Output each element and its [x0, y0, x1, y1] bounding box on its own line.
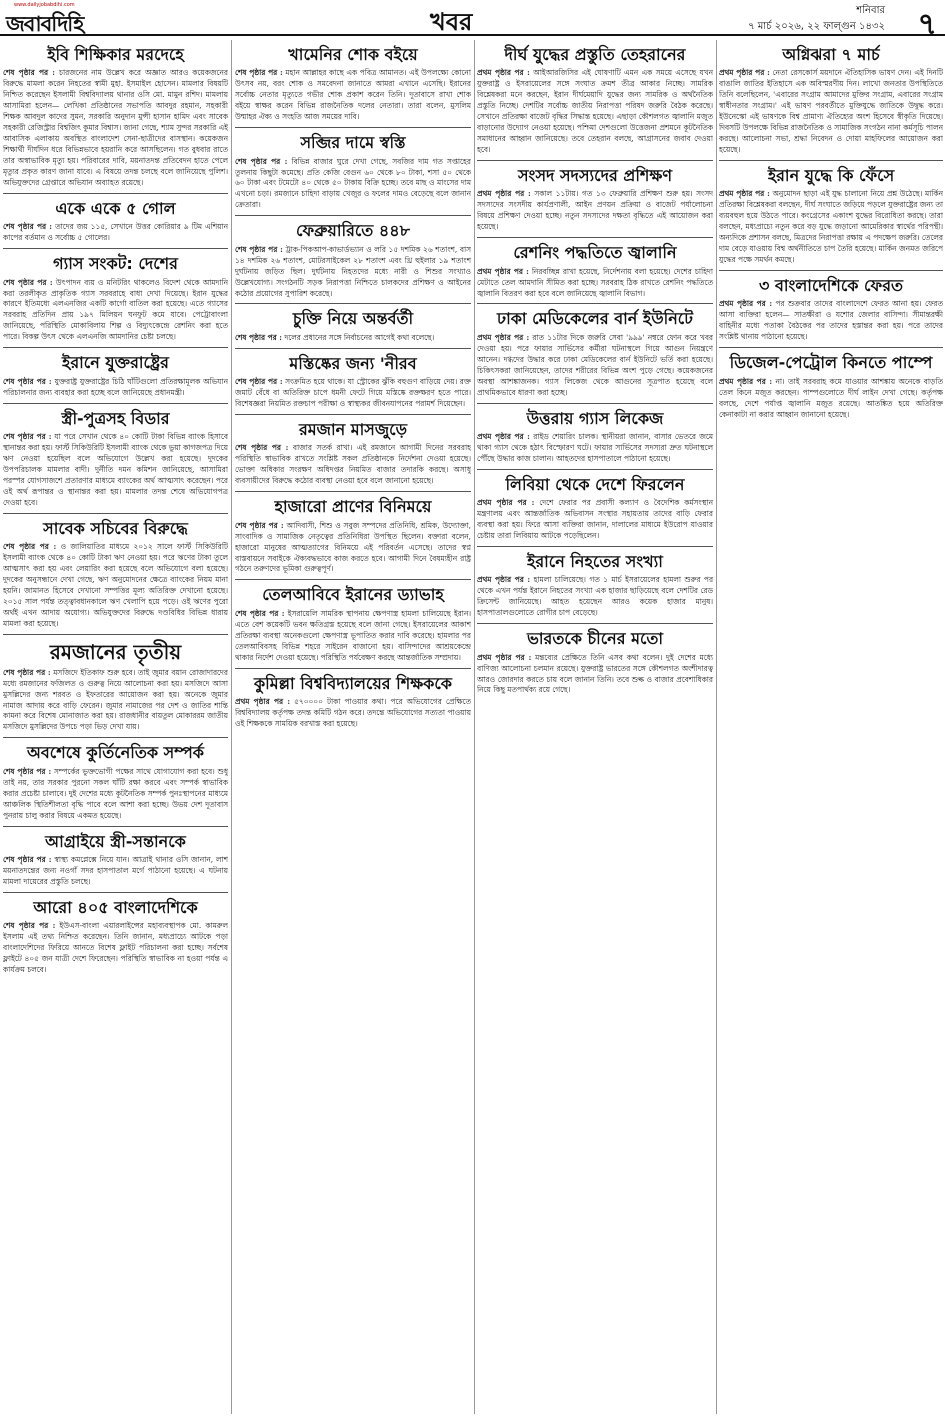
article-body: [477, 267, 713, 300]
news-article[interactable]: [235, 580, 471, 668]
logo-text: জবাবদিহি: [6, 12, 84, 36]
news-article[interactable]: [477, 40, 713, 161]
article-body: [235, 333, 471, 344]
news-article[interactable]: [477, 624, 713, 700]
article-text: আদিবাসী, শিশু ও সবুজ সম্পদের প্রতিনিধি, শ্রমিক, উদ্যোক্তা, সাংবাদিক ও সামাজিক নেতৃত্বের প্রতিনিধিরা উপস্থিত ছিলেন। বক্তারা বলেন, হাজারো মানুষের আত্মত্যাগের বিনিময়ে এই পরিবর্তন এসেছে। তাদের স্বপ্ন বাস্তবায়নে সবাইকে ঐক্যবদ্ধভাবে কাজ করতে হবে। আগামী দিনে বৈষম্যহীন রাষ্ট্র গঠনে তরুণদের ভূমিকা গুরুত্বপূর্ণ।: [235, 520, 471, 574]
article-headline[interactable]: অবশেষে কুর্তিনেতিক সম্পর্ক: [27, 743, 204, 763]
column-4: [719, 40, 943, 1414]
news-article[interactable]: [235, 40, 471, 128]
column-divider: [474, 40, 475, 1414]
article-body: [477, 68, 713, 156]
article-headline[interactable]: সংসদ সদস্যদের প্রশিক্ষণ: [517, 166, 673, 186]
article-body: [3, 432, 228, 509]
article-text: স্বাস্থ্য কমপ্লেক্সে নিয়ে যান। আত্রাই থানার ওসি জানান, লাশ ময়নাতদন্তের জন্য নওগাঁ সদর হাসপাতাল মর্গে পাঠানো হয়েছে। এ ঘটনায় মামলা দায়েরের প্রস্তুতি চলছে।: [3, 854, 228, 886]
article-text: মহান আল্লাহর কাছে এক পবিত্র আমানত। এই উপলক্ষ্যে কোনো উৎসব নয়, বরং শোক ও সমবেদনা জানাতে আমরা এখানে এসেছি। ইরানের সর্বোচ্চ নেতার মৃত্যুতে গভীর শোক প্রকাশ করেন তিনি। দূতাবাসে রাখা শোক বইয়ে স্বাক্ষর করেন বিভিন্ন রাজনৈতিক দলের নেতারা। তারা বলেন, মুসলিম উম্মাহর ঐক্য ও সংহতি আজ সময়ের দাবি।: [235, 68, 471, 122]
column-divider: [231, 40, 232, 1414]
continuation-label: প্রথম পৃষ্ঠার পর :: [477, 431, 530, 441]
article-headline[interactable]: ৩ বাংলাদেশিকে ফেরত: [758, 276, 904, 296]
news-article[interactable]: [3, 893, 228, 980]
continuation-label: প্রথম পৃষ্ঠার পর :: [477, 68, 530, 78]
article-headline[interactable]: রমজান মাসজুড়ে: [298, 420, 408, 440]
news-article[interactable]: [3, 738, 228, 826]
article-text: সম্পর্কের ভুক্তভোগী পক্ষের সাথে যোগাযোগ করা হবে। শুধু তাই নয়, তার সরকার পুরনো সকল ঘাঁটি রক্ষা করবে এবং সম্পর্ক স্বাভাবিক করার প্রচেষ্টা চালাবে। দুই দেশের মধ্যে কূটনৈতিক সম্পর্ক পুনঃস্থাপনের মাধ্যমে আঞ্চলিক স্থিতিশীলতা বৃদ্ধি পাবে বলে আশা করা হচ্ছে। উভয় দেশ দূতাবাস পুনরায় চালু করার বিষয়ে একমত হয়েছে।: [3, 766, 228, 820]
news-article[interactable]: [3, 827, 228, 893]
article-headline[interactable]: ভারতকে চীনের মতো: [526, 629, 664, 649]
continuation-label: শেষ পৃষ্ঠার পর :: [235, 244, 283, 254]
article-body: [3, 278, 228, 344]
article-text: অনুমোদন ছাড়া এই যুদ্ধ চালানো নিয়ে প্রশ্ন উঠেছে। মার্কিন প্রতিরক্ষা বিশ্লেষকরা বলছেন, দীর্ঘ সংঘাতে জড়িয়ে পড়লে যুক্তরাষ্ট্রের জন্য তা ব্যয়বহুল হয়ে উঠতে পারে। কংগ্রেসের একাংশ যুদ্ধের বিরোধিতা করছে। তারা বলছেন, মধ্যপ্রাচ্যে নতুন করে বড় যুদ্ধে জড়ানো আমেরিকার স্বার্থের পরিপন্থী। অন্যদিকে প্রশাসন বলছে, মিত্রদের নিরাপত্তা রক্ষায় এ পদক্ষেপ জরুরি। তেলের দাম বেড়ে যাওয়ায় বিশ্ব অর্থনীতিতে চাপ তৈরি হয়েছে। মার্কিন জনমত জরিপে যুদ্ধের পক্ষে সমর্থন কমছে।: [719, 189, 943, 265]
continuation-label: প্রথম পৃষ্ঠার পর :: [477, 575, 531, 585]
article-text: নেতা রেসকোর্স ময়দানে ঐতিহাসিক ভাষণ দেন। এই দিনটি বাঙালি জাতির ইতিহাসে এক অবিস্মরণীয় দিন। লাখো জনতার উপস্থিতিতে তিনি বলেছিলেন, 'এবারের সংগ্রাম আমাদের মুক্তির সংগ্রাম, এবারের সংগ্রাম স্বাধীনতার সংগ্রাম।' এই ভাষণ পরবর্তীতে মুক্তিযুদ্ধে জাতিকে উদ্বুদ্ধ করে। ইউনেস্কো এই ভাষণকে বিশ্ব প্রামাণ্য ঐতিহ্যের অংশ হিসেবে স্বীকৃতি দিয়েছে। দিবসটি উপলক্ষে বিভিন্ন রাজনৈতিক ও সামাজিক সংগঠন নানা কর্মসূচি পালন করছে। আলোচনা সভা, শ্রদ্ধা নিবেদন ও দোয়া মাহফিলের আয়োজন করা হয়েছে।: [719, 68, 943, 155]
article-text: সকাল ১১টায়। গত ১৩ ফেব্রুয়ারি প্রশিক্ষণ শুরু হয়। সংসদ সদস্যদের সংসদীয় কার্যপ্রণালী, আইন প্রণয়ন প্রক্রিয়া ও বাজেট পর্যালোচনা বিষয়ে প্রশিক্ষণ দেওয়া হচ্ছে। নতুন সদস্যদের দক্ষতা বৃদ্ধিতে এই আয়োজন করা হয়েছে।: [477, 189, 713, 232]
article-body: [719, 377, 943, 421]
article-text: রাত ১১টার দিকে জরুরি সেবা '৯৯৯' নম্বরে ফোন করে খবর দেওয়া হয়। পরে ফায়ার সার্ভিসের কর্মীরা ঘটনাস্থলে গিয়ে আগুন নিয়ন্ত্রণে আনেন। দগ্ধদের উদ্ধার করে ঢাকা মেডিকেলের বার্ন ইউনিটে ভর্তি করা হয়েছে। চিকিৎসকরা জানিয়েছেন, তাদের শরীরের বিভিন্ন অংশ পুড়ে গেছে। কয়েকজনের অবস্থা আশঙ্কাজনক। গ্যাস লিকেজ থেকে আগুনের সূত্রপাত হয়েছে বলে প্রাথমিকভাবে ধারণা করা হচ্ছে।: [477, 332, 713, 397]
news-article[interactable]: [235, 216, 471, 304]
article-text: যুক্তরাষ্ট্র যুক্তরাষ্ট্রের চিঠি ঘাঁটিগুলো প্রতিরক্ষামূলক অভিযান পরিচালনার জন্য ব্যবহার করা হচ্ছে বলে জানিয়েছে প্রধানমন্ত্রী।: [3, 376, 228, 397]
news-article[interactable]: [477, 404, 713, 470]
news-article[interactable]: [235, 669, 471, 734]
news-article[interactable]: [235, 128, 471, 216]
section-title: খবর: [430, 8, 473, 36]
article-text: মন্তব্যের প্রেক্ষিতে তিনি এসব কথা বলেন। দুই দেশের মধ্যে বাণিজ্য আলোচনা চলমান রয়েছে। যুক্তরাষ্ট্র ভারতের সঙ্গে কৌশলগত অংশীদারত্ব আরও জোরদার করতে চায় বলে জানান তিনি। তবে শুল্ক ও বাজার প্রবেশাধিকার নিয়ে কিছু মতপার্থক্য রয়ে গেছে।: [477, 652, 713, 695]
article-body: [3, 855, 228, 888]
article-body: [719, 68, 943, 156]
continuation-label: শেষ পৃষ্ঠার পর :: [235, 156, 288, 166]
news-article[interactable]: [477, 238, 713, 304]
article-body: [235, 443, 471, 487]
page-number: ৭: [917, 7, 937, 42]
article-headline[interactable]: রমজানের তৃতীয়: [49, 639, 182, 664]
article-headline[interactable]: রেশনিং পদ্ধতিতে জ্বালানি: [513, 243, 677, 263]
continuation-label: প্রথম পৃষ্ঠার পর :: [477, 189, 531, 199]
article-body: [477, 432, 713, 465]
column-1: [3, 40, 228, 1414]
news-article[interactable]: [477, 547, 713, 624]
article-headline[interactable]: ইরান যুদ্ধে কি ফেঁসে: [767, 166, 895, 186]
article-body: [235, 697, 471, 730]
article-headline[interactable]: চুক্তি নিয়ে অন্তর্বর্তী: [292, 309, 414, 329]
article-text: দলের প্রধানের সঙ্গে নির্বাচনের আগেই কথা বলেছে।: [284, 332, 435, 342]
news-article[interactable]: [3, 635, 228, 739]
masthead: [0, 0, 945, 42]
issue-day: শনিবার: [856, 5, 885, 16]
news-article[interactable]: [3, 194, 228, 249]
news-article[interactable]: [719, 161, 943, 271]
continuation-label: প্রথম পৃষ্ঠার পর :: [235, 696, 291, 706]
column-3: [477, 40, 713, 1414]
article-body: [3, 222, 228, 244]
article-body: [235, 157, 471, 212]
article-text: ও জালিয়াতির মাধ্যমে ২০১২ সালে ফার্স্ট সিকিউরিটি ইসলামী ব্যাংক থেকে ৪০ কোটি টাকা ঋণ নেওয়া হয়। পরে ঋণের টাকা তুলে আত্মসাৎ করা হয় এবং লেয়ারিং করা হয়েছে বলে অভিযোগে বলা হয়েছে। দুদকের অনুসন্ধানে দেখা গেছে, ঋণ অনুমোদনের ক্ষেত্রে ব্যাংকের নিয়ম মানা হয়নি। জামানত হিসেবে দেখানো সম্পত্তির মূল্য অতিরিক্ত দেখানো হয়েছে। ২০১৫ সাল পর্যন্ত তত্ত্বাবধানকালে ঋণ খেলাপি হয়ে পড়ে। ওই ঋণের পুরো অর্থই এখন আদায় অযোগ্য। অভিযুক্তদের বিরুদ্ধে দণ্ডবিধির বিভিন্ন ধারায় মামলা করা হয়েছে।: [3, 542, 228, 628]
continuation-label: শেষ পৃষ্ঠার পর :: [235, 608, 285, 618]
article-text: উৎপাদন ব্যয় ও মনিটরিং থাকলেও বিদেশ থেকে আমদানি করা তরলীকৃত প্রাকৃতিক গ্যাস সরবরাহে বাধা দেখা দিয়েছে। ইরান যুদ্ধের কারণে ইতিমধ্যে এলএনজির একটি কার্গো বাতিল করা হয়েছে। এতে গ্যাসের সরবরাহ প্রতিদিন প্রায় ১৯৭ মিলিয়ন ঘনফুট কমে যাবে। পেট্রোবাংলা জানিয়েছে, পরিস্থিতি মোকাবিলায় শিল্প ও বিদ্যুৎকেন্দ্রে রেশনিং করা হতে পারে। বিকল্প উৎস থেকে এলএনজি আমদানির চেষ্টা চলছে।: [3, 277, 228, 342]
continuation-label: শেষ পৃষ্ঠার পর :: [3, 431, 52, 441]
article-text: মসজিদে ইতিকাফ শুরু হবে। তাই জুমার বয়ান রোজাদারদের মধ্যে রমজানের ফজিলত ও গুরুত্ব নিয়ে আলোচনা করা হয়। মসজিদে আসা মুসল্লিদের জন্য শরবত ও ইফতারের আয়োজন করা হয়। অনেকে জুমার নামাজ আদায় করে বাড়ি ফেরেন। জুমার নামাজের পর দেশ ও জাতির শান্তি কামনা করে বিশেষ মোনাজাত করা হয়। রাজধানীর বায়তুল মোকাররম জাতীয় মসজিদে মুসল্লিদের উপচে পড়া ভিড় দেখা যায়।: [3, 667, 228, 732]
article-text: নিরবচ্ছিন্ন রাখা হয়েছে, নির্দেশনায় বলা হয়েছে। দেশের চাহিদা মেটাতে তেল আমদানি সীমিত করা হচ্ছে। সরবরাহ ঠিক রাখতে রেশনিং পদ্ধতিতে জ্বালানি বিতরণ করা হবে বলে জানিয়েছে জ্বালানি বিভাগ।: [477, 266, 713, 298]
article-headline[interactable]: তেলআবিবে ইরানের ড্যাভাহ: [262, 585, 444, 605]
article-text: ৫৭০০০০ টাকা পাওয়ার কথা। পরে অভিযোগের প্রেক্ষিতে বিশ্ববিদ্যালয় কর্তৃপক্ষ তদন্ত কমিটি গঠন করে। তদন্তে অভিযোগের সত্যতা পাওয়ায় ওই শিক্ষককে সাময়িক বরখাস্ত করা হয়েছে।: [235, 696, 471, 728]
continuation-label: শেষ পৃষ্ঠার পর :: [3, 222, 53, 232]
continuation-label: শেষ পৃষ্ঠার পর :: [3, 667, 51, 677]
article-headline[interactable]: সব্জির দামে স্বস্তি: [300, 133, 406, 153]
article-headline[interactable]: খামেনির শোক বইয়ে: [288, 45, 418, 64]
logo-url: www.dailyjobabdihi.com: [14, 2, 75, 8]
news-article[interactable]: [719, 271, 943, 348]
continuation-label: প্রথম পৃষ্ঠার পর :: [719, 299, 773, 309]
article-headline[interactable]: ইবি শিক্ষিকার মরদেহে: [47, 45, 184, 64]
continuation-label: শেষ পৃষ্ঠার পর :: [3, 766, 52, 776]
continuation-label: শেষ পৃষ্ঠার পর :: [235, 377, 283, 387]
continuation-label: প্রথম পৃষ্ঠার পর :: [719, 189, 770, 199]
news-article[interactable]: [3, 249, 228, 348]
article-headline[interactable]: আগ্রাইয়ে স্ত্রী-সন্তানকে: [45, 831, 186, 851]
continuation-label: প্রথম পৃষ্ঠার পর :: [477, 498, 535, 508]
article-text: পর শুক্রবার তাদের বাংলাদেশে ফেরত আনা হয়। ফেরত আসা ব্যক্তিরা হলেন— সাতক্ষীরা ও যশোর জেলার বাসিন্দা। সীমান্তরক্ষী বাহিনীর মধ্যে পতাকা বৈঠকের পর তাদের হস্তান্তর করা হয়। পরে তাদের সংশ্লিষ্ট থানায় পাঠানো হয়েছে।: [719, 299, 943, 342]
article-body: [3, 921, 228, 976]
news-article[interactable]: [3, 40, 228, 194]
continuation-label: শেষ পৃষ্ঠার পর :: [3, 277, 53, 287]
continuation-label: শেষ পৃষ্ঠার পর :: [3, 376, 52, 386]
continuation-label: শেষ পৃষ্ঠার পর :: [235, 68, 283, 78]
article-body: [719, 189, 943, 266]
article-body: [235, 245, 471, 300]
article-headline[interactable]: মস্তিষ্কের জন্য 'নীরব: [289, 353, 417, 373]
news-article[interactable]: [235, 349, 471, 415]
article-body: [235, 609, 471, 664]
article-headline[interactable]: স্ত্রী-পুত্রসহ বিডার: [61, 408, 170, 428]
article-body: [477, 575, 713, 619]
news-article[interactable]: [235, 492, 471, 580]
continuation-label: প্রথম পৃষ্ঠার পর :: [477, 332, 530, 342]
article-text: ট্রাক-পিকআপ-কাভার্ডভ্যান ও লরি ১৫ দশমিক ২৬ শতাংশ, বাস ১৪ দশমিক ২৬ শতাংশ, মোটরসাইকেল ২৮ শতাংশ এবং থ্রি হুইলার ১৯ শতাংশ দুর্ঘটনায় জড়িত ছিল। দুর্ঘটনায় নিহতদের মধ্যে নারী ও শিশুর সংখ্যাও উল্লেখযোগ্য। সংগঠনটি সড়ক নিরাপত্তা নিশ্চিতে চালকদের প্রশিক্ষণ ও আইনের কঠোর প্রয়োগের সুপারিশ করেছে।: [235, 244, 471, 298]
article-body: [3, 767, 228, 822]
article-headline[interactable]: সাবেক সচিবের বিরুদ্ধে: [43, 518, 188, 538]
continuation-label: শেষ পৃষ্ঠার পর :: [3, 854, 52, 864]
continuation-label: প্রথম পৃষ্ঠার পর :: [719, 68, 770, 78]
news-article[interactable]: [235, 304, 471, 348]
article-headline[interactable]: ইরানে যুক্তরাষ্ট্রের: [62, 353, 169, 373]
news-article[interactable]: [719, 348, 943, 424]
article-headline[interactable]: আরো ৪০৫ বাংলাদেশিকে: [33, 897, 198, 917]
continuation-label: প্রথম পৃষ্ঠার পর :: [477, 652, 532, 662]
article-text: তাদের জয় ১১৫, সেখানে উত্তর কোরিয়ার ৯ টিম এশিয়ান কাপের বর্তমান ও সর্বোচ্চ ৫ গোলের।: [3, 222, 228, 243]
article-body: [235, 377, 471, 410]
article-body: [719, 299, 943, 343]
news-article[interactable]: [235, 415, 471, 492]
article-text: যা পরে সেখান থেকে ৪০ কোটি টাকা বিভিন্ন ব্যাংক হিসাবে স্থানান্তর করা হয়। ফার্স্ট সিকিউরিটি ইসলামী ব্যাংক থেকে ভুয়া কাগজপত্র দিয়ে ঋণ নেওয়া হয়েছিল বলে অভিযোগে উল্লেখ করা হয়েছে। দুদকের উপপরিচালক মামলার বাদী। দুর্নীতি দমন কমিশন জানিয়েছে, আসামিরা পরস্পর যোগসাজশে প্রতারণার মাধ্যমে ব্যাংকের অর্থ আত্মসাৎ করেছেন। পরে ওই অর্থ রূপান্তর ও স্থানান্তর করা হয়। মামলার তদন্ত শেষে অভিযোগপত্র দেওয়া হবে।: [3, 431, 228, 507]
article-body: [3, 377, 228, 399]
column-2: [235, 40, 471, 1414]
continuation-label: শেষ পৃষ্ঠার পর :: [235, 520, 284, 530]
article-headline[interactable]: ঢাকা মেডিকেলের বার্ন ইউনিটে: [497, 309, 693, 329]
article-text: ইউএস-বাংলা এয়ারলাইন্সের মহাব্যবস্থাপক মো. কামরুল ইসলাম এই তথ্য নিশ্চিত করেছেন। তিনি জানান, মধ্যপ্রাচ্যে আটকে পড়া বাংলাদেশিদের ফিরিয়ে আনতে বিশেষ ফ্লাইট পরিচালনা করা হচ্ছে। সর্বশেষ ফ্লাইটে ৪০৫ জন যাত্রী দেশে ফিরেছেন। পরিস্থিতি স্বাভাবিক না হওয়া পর্যন্ত এ কার্যক্রম চলবে।: [3, 921, 228, 974]
continuation-label: শেষ পৃষ্ঠার পর :: [3, 921, 56, 931]
article-text: রাইড শেয়ারিং চালক। স্থানীয়রা জানান, বাসার ভেতরে জমে থাকা গ্যাস থেকে হঠাৎ বিস্ফোরণ ঘটে। ফায়ার সার্ভিসের সদস্যরা দ্রুত ঘটনাস্থলে পৌঁছে উদ্ধার কাজ চালান। আহতদের হাসপাতালে পাঠানো হয়েছে।: [477, 431, 713, 463]
article-headline[interactable]: একে একে ৫ গোল: [55, 198, 176, 218]
column-divider: [716, 40, 717, 1414]
news-article[interactable]: [719, 40, 943, 161]
news-article[interactable]: [3, 348, 228, 403]
article-headline[interactable]: ডিজেল-পেট্রোল কিনতে পাম্পে: [729, 353, 933, 373]
article-headline[interactable]: গ্যাস সংকট: দেশের: [53, 254, 178, 274]
news-article[interactable]: [477, 470, 713, 547]
article-text: হামলা চালিয়েছে। গত ১ মার্চ ইসরায়েলের হামলা শুরুর পর থেকে এখন পর্যন্ত ইরানে নিহতের সংখ্যা এক হাজার ছাড়িয়েছে বলে দেশটির রেড ক্রিসেন্ট জানিয়েছে। আহত হয়েছেন আরও কয়েক হাজার মানুষ। হাসপাতালগুলোতে রোগীর চাপ বেড়েছে।: [477, 575, 713, 618]
article-headline[interactable]: ইরানে নিহতের সংখ্যা: [527, 552, 663, 572]
article-text: সংক্রমিত হয়ে থাকে। যা স্ট্রোকের ঝুঁকি বহুগুণ বাড়িয়ে দেয়। রক্ত জমাট বেঁধে বা অতিরিক্ত চাপে ধমনী ফেটে গিয়ে মস্তিষ্কে রক্তক্ষরণ হতে পারে। বিশেষজ্ঞরা নিয়মিত রক্তচাপ পরীক্ষা ও স্বাস্থ্যকর জীবনযাপনের পরামর্শ দিয়েছেন।: [235, 377, 471, 409]
article-text: আইআরজিসির এই ঘোষণাটি এমন এক সময়ে এসেছে যখন যুক্তরাষ্ট্র ও ইসরায়েলের সঙ্গে সংঘাত ক্রমশ তীব্র আকার নিচ্ছে। সামরিক বিশ্লেষকরা মনে করছেন, ইরান দীর্ঘমেয়াদি যুদ্ধের জন্য সামরিক ও অর্থনৈতিক প্রস্তুতি নিচ্ছে। দেশটির সর্বোচ্চ জাতীয় নিরাপত্তা পরিষদ জরুরি বৈঠক করেছে। সেখানে প্রতিরক্ষা বাজেট বৃদ্ধির সিদ্ধান্ত হয়েছে। এছাড়া কৌশলগত জ্বালানি মজুত বাড়ানোর উদ্যোগ নেওয়া হয়েছে। পশ্চিমা দেশগুলো উত্তেজনা প্রশমনে কূটনৈতিক সমাধানের আহ্বান জানিয়েছে। তবে তেহরান বলছে, আগ্রাসনের জবাব দেওয়া হবে।: [477, 68, 713, 155]
continuation-label: প্রথম পৃষ্ঠার পর :: [477, 266, 529, 276]
issue-date: ৭ মার্চ ২০২৬, ২২ ফাল্গুন ১৪৩২: [748, 21, 885, 32]
article-headline[interactable]: দীর্ঘ যুদ্ধের প্রস্তুতি তেহরানের: [504, 45, 686, 64]
article-headline[interactable]: ফেব্রুয়ারিতে ৪৪৮: [295, 221, 411, 241]
article-headline[interactable]: লিবিয়া থেকে দেশে ফিরলেন: [505, 474, 685, 494]
news-article[interactable]: [3, 404, 228, 514]
continuation-label: শেষ পৃষ্ঠার পর :: [3, 542, 57, 552]
news-article[interactable]: [477, 304, 713, 403]
continuation-label: প্রথম পৃষ্ঠার পর :: [719, 376, 773, 386]
continuation-label: শেষ পৃষ্ঠার পর :: [235, 332, 283, 342]
article-text: দেশে ফেরার পর প্রবাসী কল্যাণ ও বৈদেশিক কর্মসংস্থান মন্ত্রণালয় এবং আন্তর্জাতিক অভিবাসন সংস্থার সহায়তায় তাদের বাড়ি ফেরার ব্যবস্থা করা হয়। ফিরে আসা ব্যক্তিরা জানান, দালালের মাধ্যমে ইউরোপ যাওয়ার চেষ্টায় তারা লিবিয়ায় আটকে পড়েছিলেন।: [477, 498, 713, 541]
article-body: [477, 498, 713, 542]
continuation-label: শেষ পৃষ্ঠার পর :: [235, 443, 289, 453]
article-body: [3, 68, 228, 188]
article-body: [477, 653, 713, 697]
article-body: [3, 542, 228, 630]
article-text: না। তাই সরবরাহ কমে যাওয়ার আশঙ্কায় অনেকে বাড়তি তেল কিনে মজুত করছেন। পাম্পগুলোতে দীর্ঘ লাইন দেখা গেছে। কর্তৃপক্ষ বলছে, দেশে পর্যাপ্ত জ্বালানি মজুত রয়েছে। আতঙ্কিত হয়ে অতিরিক্ত কেনাকাটা না করার আহ্বান জানানো হয়েছে।: [719, 376, 943, 419]
article-body: [477, 333, 713, 399]
news-article[interactable]: [477, 161, 713, 238]
article-text: চারজনের নাম উল্লেখ করে অজ্ঞাত আরও কয়েকজনের বিরুদ্ধে মামলা করেন নিহতের স্বামী মুহা. ইসমাইল হোসেন। মামলার বিষয়টি নিশ্চিত করেছেন ইসলামী বিশ্ববিদ্যালয় থানার ওসি মো. মামুন রশিদ। মামলায় আসামিরা হলেন— লেখিকা প্রতিষ্ঠানের সভাপতি আবদুর রহমান, সহকারী শিক্ষক আবদুল কাদের সুমন, সরকারি অনুদান মুন্সী হাসান হামিদ এবং সাবেক সহকারী রেজিস্ট্রার বিশ্বজিৎ কুমার বিশ্বাস। জানা গেছে, শ্যাম সুন্দর সরকারি এই আবাসিক এলাকায় অবস্থিত বাংলাদেশ সেনা-ছাত্রীদের বাসস্থান। কয়েকজন শিক্ষার্থী দীর্ঘদিন ধরে বিভিন্নভাবে হয়রানি করে আসছিলেন। গত বুধবার রাতে তার অস্বাভাবিক মৃত্যু হয়। পরিবারের দাবি, ময়নাতদন্ত প্রতিবেদন হাতে পেলে মৃত্যুর প্রকৃত কারণ জানা যাবে। এ বিষয়ে তদন্ত চলছে বলে জানিয়েছে পুলিশ। অভিযুক্তদের গ্রেপ্তারে অভিযান অব্যাহত রয়েছে।: [3, 68, 228, 187]
news-article[interactable]: [3, 514, 228, 635]
article-headline[interactable]: উত্তরায় গ্যাস লিকেজ: [526, 408, 664, 428]
article-body: [3, 668, 228, 734]
continuation-label: শেষ পৃষ্ঠার পর :: [3, 68, 55, 78]
article-text: ইসরায়েলি সামরিক স্থাপনায় ক্ষেপণাস্ত্র হামলা চালিয়েছে ইরান। এতে বেশ কয়েকটি ভবন ক্ষতিগ্রস্ত হয়েছে বলে জানা গেছে। ইসরায়েলের আকাশ প্রতিরক্ষা ব্যবস্থা অনেকগুলো ক্ষেপণাস্ত্র ভূপাতিত করার দাবি করেছে। হামলার পর তেলআবিবসহ বিভিন্ন শহরে সাইরেন বাজানো হয়। বাসিন্দাদের আশ্রয়কেন্দ্রে থাকার নির্দেশ দেওয়া হয়েছে। পরিস্থিতি পর্যবেক্ষণ করছে আন্তর্জাতিক সম্প্রদায়।: [235, 608, 471, 662]
article-headline[interactable]: হাজারো প্রাণের বিনিময়ে: [274, 497, 432, 517]
article-headline[interactable]: কুমিল্লা বিশ্ববিদ্যালয়ের শিক্ষককে: [253, 673, 452, 693]
newspaper-logo[interactable]: [4, 2, 84, 36]
article-text: বিভিন্ন বাজার ঘুরে দেখা গেছে, সবজির দাম গত সপ্তাহের তুলনায় কিছুটা কমেছে। প্রতি কেজি বেগুন ৬০ থেকে ৮০ টাকা, শসা ৫০ থেকে ৬০ টাকা এবং টমেটো ৪০ থেকে ৫০ টাকায় বিক্রি হচ্ছে। তবে মাছ ও মাংসের দাম এখনো চড়া। রমজানে চাহিদা বাড়ায় খেজুর ও ফলের দামও বেড়েছে বলে জানান ক্রেতারা।: [235, 156, 471, 210]
article-text: বাজার সতর্ক রাখা। এই রমজানে আগামী দিনের সরবরাহ পরিস্থিতি স্বাভাবিক রাখতে সংশ্লিষ্ট সকল প্রতিষ্ঠানকে নির্দেশনা দেওয়া হয়েছে। ভোক্তা অধিকার সংরক্ষণ অধিদপ্তর নিয়মিত বাজার তদারকি করছে। অসাধু ব্যবসায়ীদের বিরুদ্ধে কঠোর ব্যবস্থা নেওয়া হবে বলে জানানো হয়েছে।: [235, 443, 471, 486]
article-body: [235, 521, 471, 576]
article-headline[interactable]: অগ্নিঝরা ৭ মার্চ: [782, 45, 880, 64]
article-body: [477, 189, 713, 233]
article-body: [235, 68, 471, 123]
